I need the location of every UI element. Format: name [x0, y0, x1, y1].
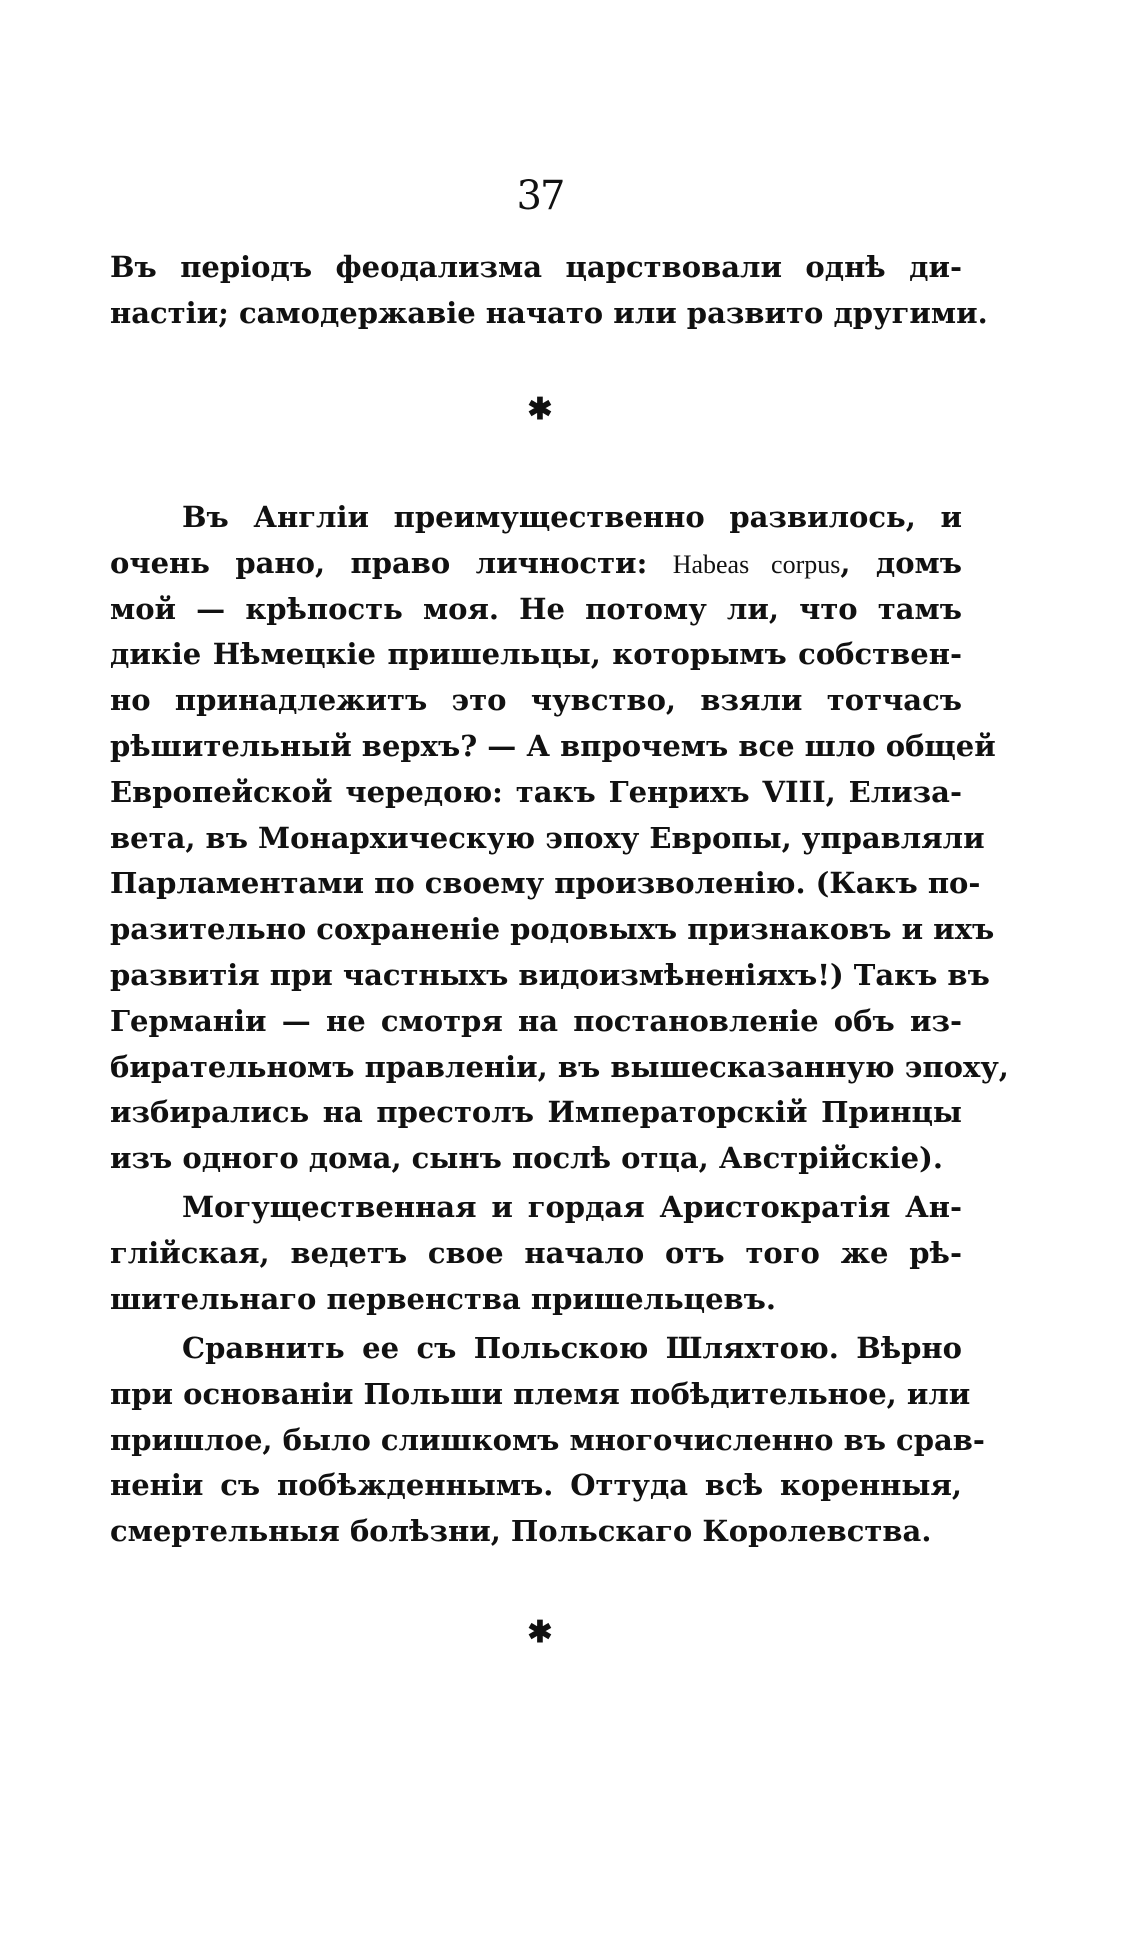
paragraph-poland [110, 1326, 985, 1555]
text-line: избирались на престолъ Императорскій Принцы [110, 1095, 962, 1130]
paragraph-aristocracy [110, 1185, 962, 1322]
page-number: 37 [516, 173, 564, 219]
text-line: рѣшительный верхъ? — А впрочемъ все шло общей [110, 728, 996, 763]
text-line: Европейской чередою: такъ Генрихъ VIII, Елиза- [110, 774, 962, 809]
text-line: изъ одного дома, сынъ послѣ отца, Австрійскіе). [110, 1141, 943, 1176]
text-line: Въ періодъ феодализма царствовали однѣ ди- [110, 250, 962, 284]
text-segment: очень рано, право личности: [110, 545, 648, 580]
asterisk-separator: ✱ [527, 1615, 553, 1650]
text-line: дикіе Нѣмецкіе пришельцы, которымъ собствен- [110, 637, 962, 672]
text-line: смертельныя болѣзни, Польскаго Королевства. [110, 1514, 932, 1549]
text-line: при основаніи Польши племя побѣдительное, или [110, 1376, 971, 1411]
text-line: но принадлежитъ это чувство, взяли тотчасъ [110, 683, 962, 718]
text-line: глійская, ведетъ свое начало отъ того же рѣ- [110, 1235, 962, 1270]
text-line: Могущественная и гордая Аристократія Ан- [182, 1190, 962, 1224]
text-line: бирательномъ правленіи, въ вышесказанную эпоху, [110, 1049, 1009, 1084]
text-line: настіи; самодержавіе начато или развито другими. [110, 295, 988, 330]
latin-phrase: Habeas corpus [672, 549, 841, 579]
text-line: мой — крѣпость моя. Не потому ли, что тамъ [110, 591, 962, 626]
text-line: Сравнить ее съ Польскою Шляхтою. Вѣрно [182, 1331, 962, 1365]
text-line: неніи съ побѣжденнымъ. Оттуда всѣ коренныя, [110, 1468, 962, 1503]
text-line: вета, въ Монархическую эпоху Европы, управляли [110, 820, 985, 855]
text-line: развитія при частныхъ видоизмѣненіяхъ!) Такъ въ [110, 957, 990, 992]
text-line: Въ Англіи преимущественно развилось, и [182, 500, 962, 534]
text-line: разительно сохраненіе родовыхъ признаковъ и ихъ [110, 912, 995, 947]
text-line: шительнаго первенства пришельцевъ. [110, 1281, 777, 1316]
paragraph-feudalism [110, 245, 988, 337]
asterisk-separator: ✱ [527, 392, 553, 427]
paragraph-england [110, 495, 1009, 1182]
text-segment: , домъ [840, 545, 962, 580]
text-line: Германіи — не смотря на постановленіе объ из- [110, 1003, 962, 1038]
text-line-with-latin [110, 541, 962, 587]
text-line: пришлое, было слишкомъ многочисленно въ срав- [110, 1422, 985, 1457]
text-line: Парламентами по своему произволенію. (Какъ по- [110, 866, 981, 901]
